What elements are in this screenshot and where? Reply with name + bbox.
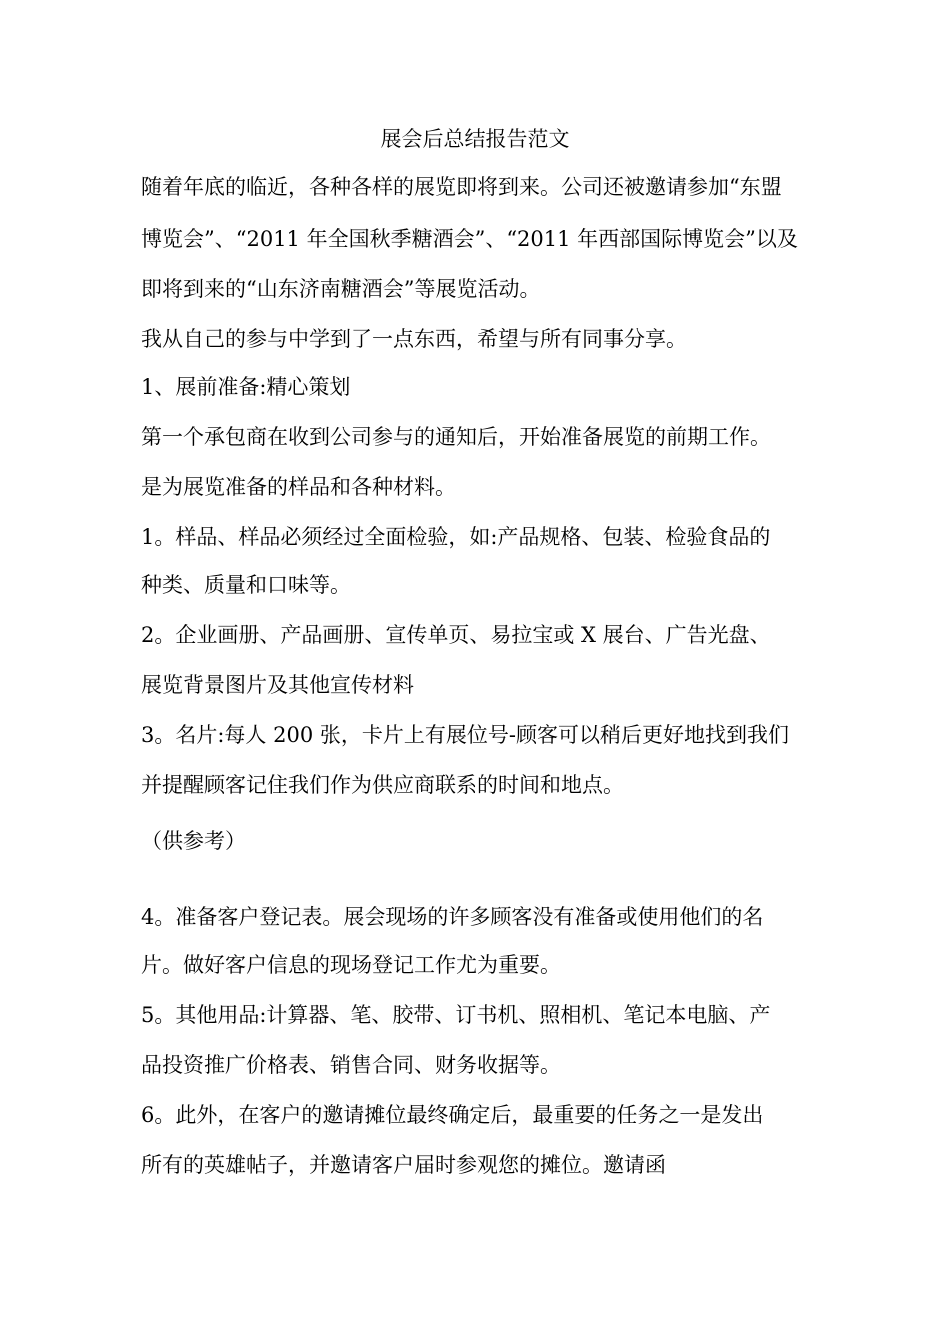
list-item-line: 品投资推广价格表、销售合同、财务收据等。 <box>141 1053 561 1077</box>
section-heading: 1、展前准备:精心策划 <box>141 375 351 399</box>
list-item-line: 2。企业画册、产品画册、宣传单页、易拉宝或 X 展台、广告光盘、 <box>141 623 771 647</box>
list-item-line: 种类、质量和口味等。 <box>141 573 351 597</box>
list-item-line: 展览背景图片及其他宣传材料 <box>141 673 414 697</box>
reference-note: （供参考） <box>141 829 246 853</box>
list-item-line: 3。名片:每人 200 张，卡片上有展位号-顾客可以稍后更好地找到我们 <box>141 723 789 747</box>
paragraph-line: 即将到来的“山东济南糖酒会”等展览活动。 <box>141 277 541 301</box>
paragraph-line: 第一个承包商在收到公司参与的通知后，开始准备展览的前期工作。 <box>141 425 771 449</box>
list-item-line: 所有的英雄帖子，并邀请客户届时参观您的摊位。邀请函 <box>141 1153 666 1177</box>
document-title: 展会后总结报告范文 <box>380 127 570 151</box>
list-item-line: 5。其他用品:计算器、笔、胶带、订书机、照相机、笔记本电脑、产 <box>141 1003 771 1027</box>
list-item-line: 片。做好客户信息的现场登记工作尤为重要。 <box>141 953 561 977</box>
paragraph-line: 随着年底的临近，各种各样的展览即将到来。公司还被邀请参加“东盟 <box>141 175 782 199</box>
list-item-line: 4。准备客户登记表。展会现场的许多顾客没有准备或使用他们的名 <box>141 905 764 929</box>
list-item-line: 并提醒顾客记住我们作为供应商联系的时间和地点。 <box>141 773 624 797</box>
paragraph-line: 我从自己的参与中学到了一点东西，希望与所有同事分享。 <box>141 327 687 351</box>
list-item-line: 1。样品、样品必须经过全面检验，如:产品规格、包装、检验食品的 <box>141 525 771 549</box>
list-item-line: 6。此外，在客户的邀请摊位最终确定后，最重要的任务之一是发出 <box>141 1103 764 1127</box>
paragraph-line: 博览会”、“2011 年全国秋季糖酒会”、“2011 年西部国际博览会”以及 <box>141 227 798 251</box>
paragraph-line: 是为展览准备的样品和各种材料。 <box>141 475 456 499</box>
